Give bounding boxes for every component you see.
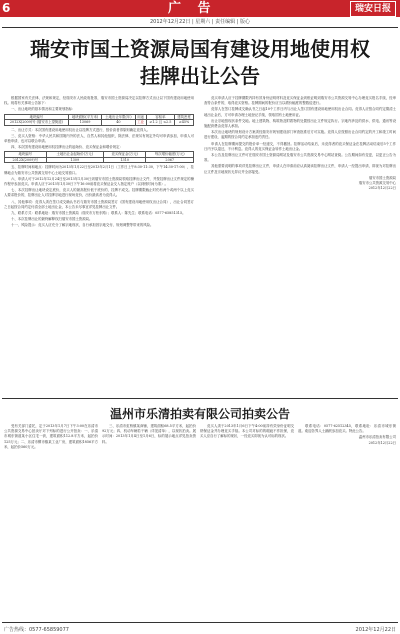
notice-intro: 根据国家有关法律、法规和规定，经瑞安市人民政府批准，瑞安市国土资源局决定以挂牌方式出让以下国有建设用地使用权。现将有关事项公告如下： [4,96,194,106]
auction-paragraph: 受有关部门委托，定于2013年1月7日下午3:00在乐清市公共资源交易中心拍卖厅对下列标的进行公开拍卖：一、乐清市城东街道某小区住宅一套，建筑面积112.8平方米，起拍价125万元；二、乐清市柳市镇某工业厂房，建筑面积1856平方米，起拍价560万元。 [4,424,98,449]
auction-date: 2012年12月22日 [368,440,396,445]
table-header-cell: 土地出让年限(年) [102,114,135,120]
table-cell: 2067 [146,157,194,163]
table-header-cell: 竞买保证金(万元) [103,152,146,158]
section-title: 广 告 [168,1,217,16]
auction-paragraph: 联系电话：0577-62512345，联系地址：乐清市城东街道。欢迎各界人士踊跃参加竞买。特此公告。 [298,424,396,434]
header-divider [2,27,398,28]
notice-section-3: 三、竞买人资格：中华人民共和国境内外的法人、自然人和其他组织，除法律、法规另有规定外均可申请参加，申请人可单独申请，也可以联合申请。 [4,133,194,144]
table-cell: ≥1.2 且 ≤2.5 [146,120,174,126]
table-header-cell: 容积率 [146,114,174,120]
footer-hotline: 广告热线：0577-65859077 [4,627,69,633]
table-header-cell: 土地出让金起始价(万元) [46,152,103,158]
notice-paragraph: 本公告及挂牌出让文件可在瑞安市国土资源局网站及瑞安市公共资源交易中心网站查阅。公告期间如有变更，以更正公告为准。 [204,153,396,163]
dateline: 2012年12月22日 | 星期六 | 责任编辑 | 版心 [149,19,251,25]
notice-paragraph: 竞买申请人应于挂牌期限内持有效身份证明材料及竞买保证金到账证明到瑞安市公共资源交易中心办理竞买报名手续，经审查符合条件的，取得竞买资格。挂牌期间的报价应当以增价幅度的整数倍进行。 [204,96,396,106]
notice-paragraph: 竞得人在签订挂牌成交确认书之日起10个工作日内与出让人签订国有建设用地使用权出让合同。竞得人应按合同约定缴清土地出让金后，方可申请办理土地登记手续，领取国有土地使用证。 [204,107,396,117]
plot-table [4,114,194,126]
auction-column-3 [200,424,294,620]
notice-section-11: 十一、风险提示：竞买人应充分了解宗地现状，自行承担因宗地交付、规划调整等带来的风险。 [11,223,154,228]
notice-section-10: 十、本次挂牌出让的最终解释权归瑞安市国土资源局。 [11,217,93,222]
auction-paragraph: 三、乐清市虹桥镇某商铺，建筑面积68.5平方米，起拍价92万元；四、机动车辆若干辆（详见清单），以现状拍卖。展示时间：2013年1月4日至1月6日，标的展示地点详见拍卖资料。 [102,424,196,444]
notice-section-5: 五、挂牌时间和地点：挂牌时间为2013年1月22日至2013年2月1日（工作日上午8:30-11:30，下午14:30-17:00），挂牌地点为瑞安市公共资源交易中心土地交易窗口。 [4,165,194,175]
notice-title-line2: 挂牌出让公告 [140,64,260,88]
auction-signature: 温州市乐清拍卖有限公司 [358,435,396,440]
notice-paragraph: 出让宗地按现状条件交地。地上建筑物、构筑物及附着物的处置按出让文件规定执行。宗地内涉及的供水、供电、通讯等设施配套费由竞得人承担。 [204,118,396,129]
signature-agency: 瑞安市公共资源交易中心 [358,181,396,186]
table-cell: 40 [102,120,135,126]
table-header-cell: 地块面积(平方米) [68,114,101,120]
notice-section-7: 七、本次挂牌出让地块设定底价，竞买人的最高报价低于底价的，挂牌不成交。挂牌期限截止时仍有两个或两个以上竞买人要求报价的，挂牌出让人对挂牌宗地进行现场竞价，出价最高者为竞得人。 [4,188,194,198]
notice-column-left [4,96,194,392]
auction-title: 温州市乐清拍卖有限公司拍卖公告 [109,407,290,421]
auction-column-4 [298,424,396,620]
notice-section-1: 一、出让地块的基本情况和主要规划指标： [11,107,76,112]
notice-paragraph: 其他需要说明的事项详见挂牌出让文件，申请人在申请前应认真阅读挂牌出让文件，申请人一经提出申请，即视为对挂牌出让文件及宗地现状无异议并全部接受。 [204,164,396,174]
price-table [4,151,194,163]
table-header-cell: 地块编号 [5,114,69,120]
table-header-cell: 用途 [135,114,146,120]
page-header [0,0,400,17]
section-divider [2,398,398,399]
notice-section-8: 八、其他事项：竞得人须在签订成交确认书后与瑞安市国土资源局签订《国有建设用地使用权出让合同》，出让合同签订之日起按合同约定付清全部土地出让金，本公告未尽事宜详见挂牌出让文件。 [4,199,194,209]
page-number: 6 [2,1,11,15]
table-cell: ≥45% [175,120,194,126]
table-cell: 2012X(2009)号 [5,157,47,163]
table-header-cell: 地块编号 [5,152,47,158]
footer-divider [2,622,398,623]
auction-paragraph: 竞买人须于2013年1月6日下午4:00前持有效身份证明交纳保证金并办理竞买手续。本公司对标的的瑕疵不作担保，竞买人应自行了解标的现状，一经竞买即视为认可标的现状。 [200,424,294,439]
signature-date: 2012年12月22日 [368,186,396,191]
signature-issuer: 瑞安市国土资源局 [368,175,396,180]
table-cell: 2012X(2009)号 (瑞安市上望街道) [5,120,69,126]
notice-title-line1: 瑞安市国土资源局国有建设用地使用权 [30,37,370,61]
notice-section-9: 九、联系方式：联系地址：瑞安市国土资源局（瑞安市万松东路）；联系人：陈先生；联系电话：0577-65851315。 [11,211,186,216]
notice-section-6: 六、申请人可于2012年12月24日至2013年1月30日到瑞安市国土资源局领取挂牌出让文件，并按挂牌出让文件规定的操作程序参加竞买。申请人应于2013年1月30日下午16:00前将竞买保证金交入指定账户（以到账时间为准）。 [4,176,194,187]
auction-column-1 [4,424,98,620]
table-header-cell: 建筑密度 [175,114,194,120]
page-footer [0,624,400,634]
table-cell: 1310 [103,157,146,163]
table-cell: 1309 [46,157,103,163]
footer-date: 2012年12月22日 [355,627,396,633]
newspaper-logo: 瑞安日报 [350,1,396,17]
notice-paragraph: 申请人在挂牌期间提交的报价单一经递交，不得撤回。挂牌活动结束后，未竞得者的竞买保证金在挂牌活动结束后5个工作日内予以退还，不计利息。竞得人的竞买保证金转作土地出让金。 [204,141,396,151]
notice-section-2: 二、出让方式：本次国有建设用地使用权出让以挂牌方式进行，按价高者得原则确定竞得人。 [11,127,151,132]
notice-section-4: 四、本次国有建设用地使用权挂牌出让的起始价、竞买保证金和增价规定： [11,145,123,150]
notice-column-right [204,96,396,392]
table-header-cell: 每次增价幅度(万元) [146,152,194,158]
table-cell: 工业 [135,120,146,126]
notice-paragraph: 本次出让地块的规划设计方案须经瑞安市规划建设部门审查批准后方可实施。竞得人应按照出让合同约定的开工和竣工时间进行建设，逾期的按合同约定承担违约责任。 [204,130,396,140]
auction-column-2 [102,424,196,620]
table-cell: 13069 [68,120,101,126]
